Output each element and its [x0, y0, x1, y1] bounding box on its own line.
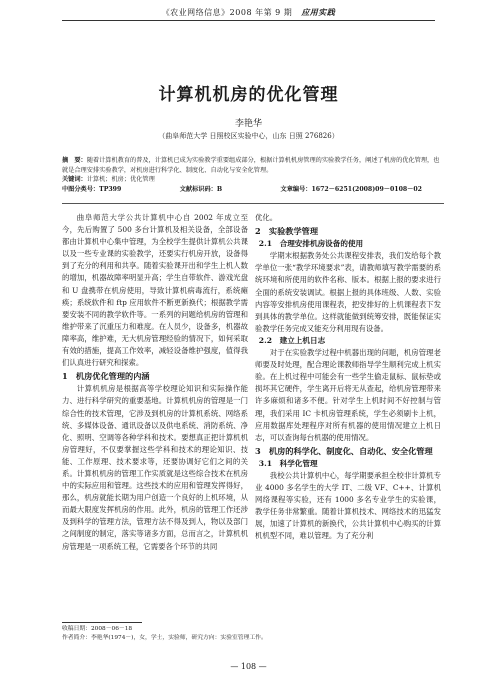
abstract	[62, 156, 444, 175]
clc-number: 中图分类号：TP399	[62, 185, 122, 193]
keywords	[62, 175, 444, 185]
running-head	[0, 7, 497, 18]
author-bio: 作者简介：李艳华(1974－)，女，学士，实验师，研究方向：实验室管理工作。	[62, 634, 267, 641]
right-column	[255, 212, 441, 543]
abstract-rule	[62, 203, 444, 204]
article-number: 文章编号：1672－6251(2008)09－0108－02	[280, 185, 422, 193]
abstract-block	[62, 156, 444, 194]
subsection-heading-2-1: 2.1 合理安排机房设备的使用	[258, 239, 364, 249]
received-date: 收稿日期：2008－06－18	[62, 626, 133, 632]
section-heading-1: 1 机房优化管理的内涵	[62, 371, 150, 382]
left-column	[62, 212, 248, 553]
page-number: — 108 —	[230, 662, 267, 671]
section-name: 应用实践	[301, 7, 336, 17]
subsection-heading-2-2: 2.2 建立上机日志	[258, 335, 326, 345]
section-2-1-paragraph: 学期末根据教务处公共课程安排表，我们发给每个教学单位一张“教学环境要求”表，请教师填写教学需要的系统环境和所使用的软件名称、版本。根据上报的要求进行全面的系统安装调试。根据上报的具体班级、人数、实验内容等安排机房使用课程表，把安排好的上机课程表下发到具体的教学单位。这样就能做到统筹安排，既能保证实验教学任务完成又能充分利用现有设备。	[255, 251, 441, 333]
classification-row	[62, 185, 422, 195]
subsection-heading-3-1: 3.1 科学化管理	[258, 458, 318, 468]
journal-name: 《农业网络信息》2008 年第 9 期	[161, 8, 293, 17]
keywords-label: 关键词：	[62, 176, 87, 184]
section-heading-2: 2 实验教学管理	[255, 226, 319, 237]
section-3-1-paragraph: 我校公共计算机中心，每学期要承担全校非计算机专业 4000 多名学生的大学 IT、二级 VF、C++、计算机网络课程等实验，还有 1000 多名专业学生的实验课，教学任务非常繁重。随着计算机技术、网络技术的迅猛发展，加速了计算机的新换代，公共计算机中心购买的计算机机型不同，难以管理。为了充分利	[255, 470, 441, 541]
intro-paragraph: 曲阜师范大学公共计算机中心自 2002 年成立至今，先后购置了 500 多台计算机及相关设备，全部设备都由计算机中心集中管理，为全校学生提供计算机公共课以及一些专业课的实验教学，还要实行机房开放，设备得到了充分的利用和共享。随着实验课开出和学生上机人数的增加，机器故障率明显升高；学生自带软件、游戏光盘和 U 盘携带在机房使用，导致计算机病毒流行，系统瘫痪；系统软件和 ftp 应用软件不断更新换代；根据教学需要安装不同的教学软件等。一系列的问题给机房的管理和维护带来了沉重压力和难度。在人员少，设备多，机器故障率高，维护难，无大机房管理经验的情况下，如何采取有效的措施，提高工作效率，减轻设备维护强度，值得我们认真进行研究和探索。	[62, 213, 248, 368]
continuation-text: 优化。	[255, 213, 278, 222]
section-2-2-paragraph: 对于在实验教学过程中机器出现的问题，机房管理老师要及时处理，配合理论课教师指导学生顺利完成上机实验。在上机过程中可能会有一些学生偷走鼠标、鼠标垫或损坏其它硬件，学生离开后将无从查起，给机房管理带来许多麻烦和诸多不便。针对学生上机时间不好控制与管理，我们采用 IC 卡机房管理系统，学生必须刷卡上机，应用数据库处理程序对所有机器的使用情况建立上机日志，可以查询每台机器的使用情况。	[255, 348, 441, 442]
article-title: 计算机机房的优化管理	[158, 85, 339, 105]
abstract-label: 摘 要：	[62, 157, 87, 164]
author-affiliation: （曲阜师范大学 日照校区实验中心，山东 日照 276826）	[158, 132, 339, 140]
footnote	[62, 625, 442, 642]
abstract-text: 随着计算机教育的普及，计算机已成为实验教学重要组成部分，根据计算机机房管理的实验教学任务，阐述了机房的优化管理，也就是合理安排实验教学，对机房进行科学化、制度化、自动化与安全化管理。	[62, 157, 440, 174]
footnote-rule	[62, 622, 142, 623]
section-heading-3: 3 机房的科学化、制度化、自动化、安全化管理	[255, 445, 433, 456]
document-code: 文献标识码：B	[179, 185, 223, 193]
author-name: 李艳华	[234, 119, 262, 129]
header-rule	[62, 20, 435, 21]
keywords-text: 计算机；机房；优化管理	[86, 176, 155, 184]
section-1-paragraph: 计算机机房是根据高等学校理论知识和实际操作能力、进行科学研究的重要基地。计算机机房的管理是一门综合性的技术管理，它涉及到机房的计算机系统、网络系统、多媒体设备、通讯设备以及供电系统、消防系统、净化、照明、空调等各种学科和技术。要想真正把计算机机房管理好，不仅要掌握这些学科和技术的理论知识、技能、工作原理、技术要求等，还要协调好它们之间的关系。计算机机房的管理工作实质就是这些综合技术在机房中的实际应用和管理。这些技术的应用和管理发挥得好，那么，机房就能长期为用户创造一个良好的上机环境，从而最大限度发挥机房的作用。此外，机房的管理工作还涉及到科学的管理方法，管理方法不得及到人，物以及部门之间制度的制定，落实等诸多方面，总而言之，计算机机房管理是一项系统工程，它需要各个环节的共同	[62, 384, 248, 551]
